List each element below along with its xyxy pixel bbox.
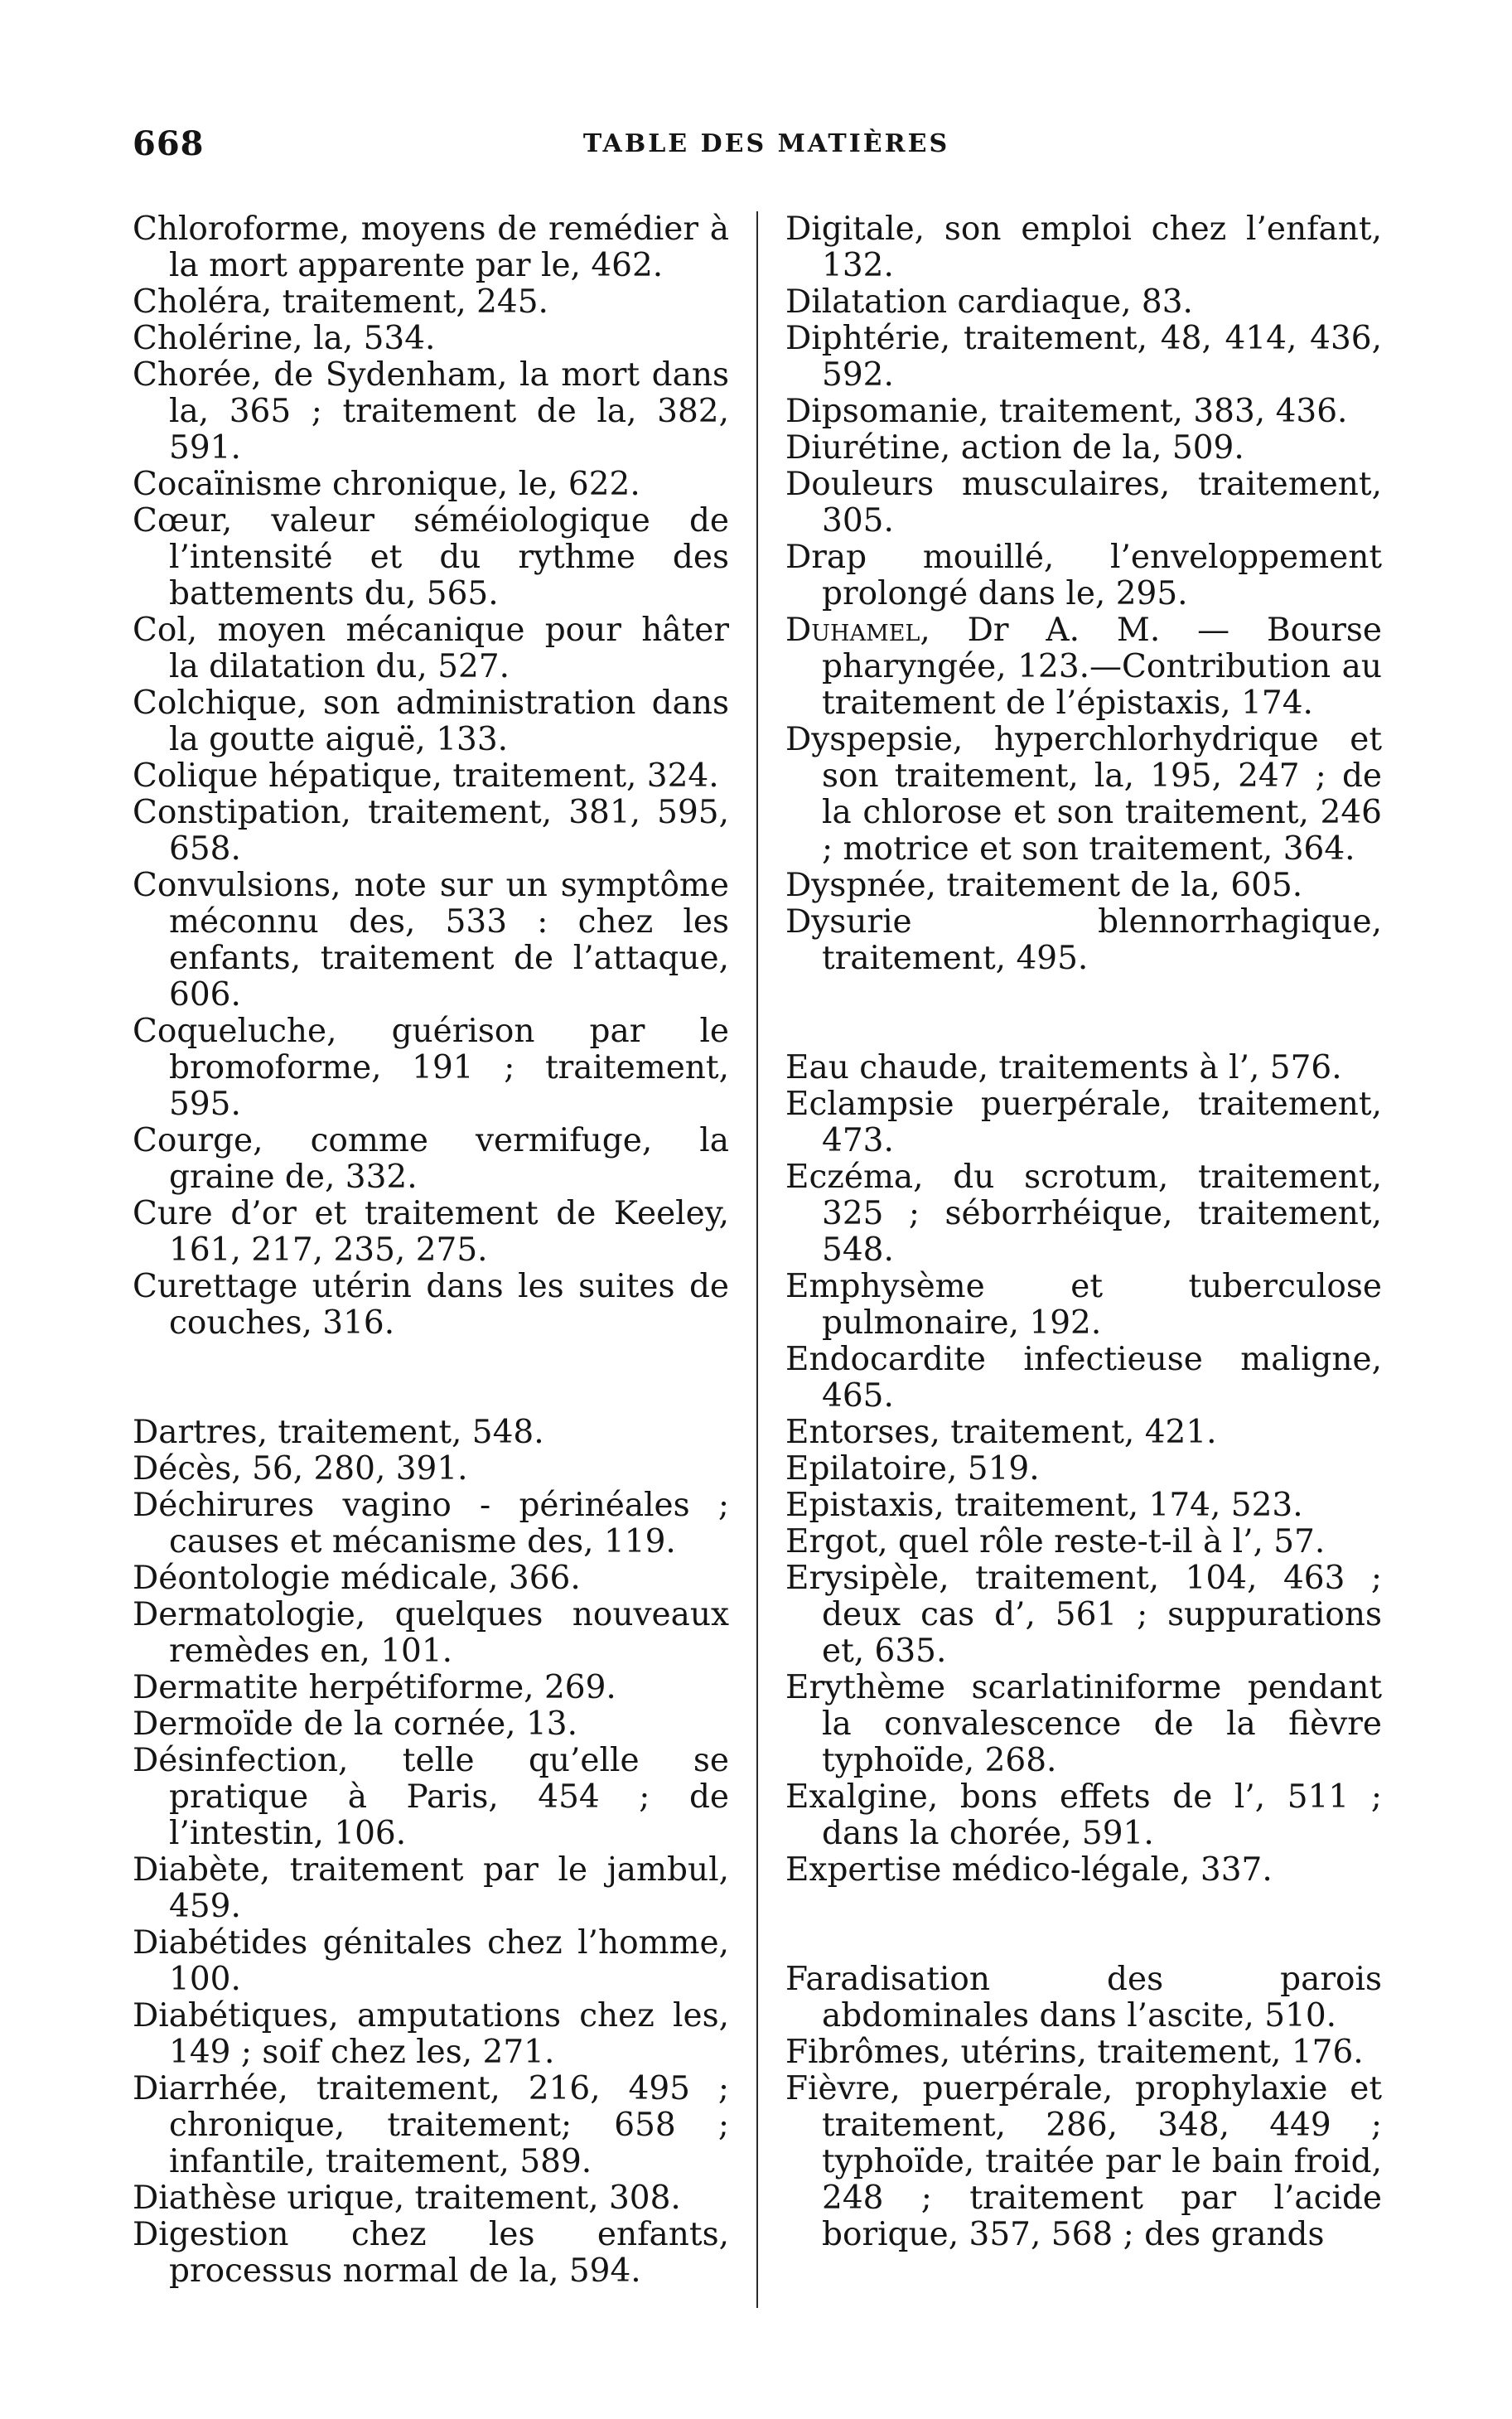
index-entry bbox=[133, 868, 729, 1014]
entry-text: Dipsomanie, traitement, 383, 436. bbox=[785, 393, 1348, 430]
entry-text: Déontologie médicale, 366. bbox=[133, 1560, 581, 1597]
entry-text: Choléra, traitement, 245. bbox=[133, 283, 548, 321]
index-entry bbox=[785, 1342, 1382, 1415]
index-entry bbox=[785, 1415, 1382, 1451]
entry-text: Chloroforme, moyens de remédier à la mort apparente par le, 462. bbox=[133, 210, 729, 284]
section-gap bbox=[133, 1342, 729, 1415]
index-column-right bbox=[785, 211, 1382, 2253]
entry-text: Faradisation des parois abdominales dans l’ascite, 510. bbox=[785, 1961, 1382, 2034]
entry-text: Dermoïde de la cornée, 13. bbox=[133, 1705, 577, 1743]
entry-text: Douleurs musculaires, traitement, 305. bbox=[785, 466, 1382, 539]
section-gap bbox=[785, 977, 1382, 1050]
index-entry bbox=[785, 284, 1382, 321]
entry-text: Dermatite herpétiforme, 269. bbox=[133, 1669, 616, 1706]
index-entry bbox=[785, 1852, 1382, 1889]
entry-text: Colique hépatique, traitement, 324. bbox=[133, 757, 719, 795]
index-entry bbox=[133, 1852, 729, 1925]
entry-text: Constipation, traitement, 381, 595, 658. bbox=[133, 794, 729, 868]
entry-text: Digestion chez les enfants, processus normal de la, 594. bbox=[133, 2216, 729, 2290]
index-entry bbox=[785, 321, 1382, 394]
entry-text: Fièvre, puerpérale, prophylaxie et traitement, 286, 348, 449 ; typhoïde, traitée par le bain froid, 248 ; traitement par l’acide borique, 357, 568 ; des grands bbox=[785, 2070, 1382, 2253]
entry-text: Fibrômes, utérins, traitement, 176. bbox=[785, 2034, 1364, 2071]
entry-text: Emphysème et tuberculose pulmonaire, 192. bbox=[785, 1268, 1382, 1342]
index-entry bbox=[133, 1597, 729, 1670]
page-number: 668 bbox=[133, 124, 205, 163]
entry-text: Dyspepsie, hyperchlorhydrique et son traitement, la, 195, 247 ; de la chlorose et son traitement, 246 ; motrice et son traitement, 364. bbox=[785, 721, 1382, 868]
index-column-left bbox=[133, 211, 729, 2290]
entry-text: Col, moyen mécanique pour hâter la dilatation du, 527. bbox=[133, 612, 729, 685]
index-entry bbox=[133, 1451, 729, 1488]
entry-text: Colchique, son administration dans la goutte aiguë, 133. bbox=[133, 685, 729, 758]
index-entry bbox=[133, 1706, 729, 1743]
entry-text: Eclampsie puerpérale, traitement, 473. bbox=[785, 1086, 1382, 1159]
index-entry bbox=[133, 321, 729, 357]
entry-text: Diphtérie, traitement, 48, 414, 436, 592. bbox=[785, 320, 1382, 394]
section-gap bbox=[785, 1889, 1382, 1962]
entry-text: Curettage utérin dans les suites de couches, 316. bbox=[133, 1268, 729, 1342]
index-entry bbox=[133, 1670, 729, 1706]
index-entry bbox=[785, 211, 1382, 284]
index-entry bbox=[785, 722, 1382, 868]
entry-text: Epilatoire, 519. bbox=[785, 1450, 1040, 1488]
index-entry bbox=[133, 1196, 729, 1269]
index-entry bbox=[785, 1524, 1382, 1560]
entry-text: Diarrhée, traitement, 216, 495 ; chronique, traitement; 658 ; infantile, traitement, 589. bbox=[133, 2070, 729, 2180]
index-entry bbox=[785, 1962, 1382, 2034]
entry-text: Dermatologie, quelques nouveaux remèdes en, 101. bbox=[133, 1596, 729, 1670]
index-entry bbox=[133, 1743, 729, 1852]
entry-text: Courge, comme vermifuge, la graine de, 332. bbox=[133, 1122, 729, 1196]
index-entry bbox=[785, 1779, 1382, 1852]
entry-text: Dysurie blennorrhagique, traitement, 495. bbox=[785, 903, 1382, 977]
index-entry bbox=[785, 1451, 1382, 1488]
entry-text: Chorée, de Sydenham, la mort dans la, 365 ; traitement de la, 382, 591. bbox=[133, 356, 729, 467]
entry-text: Décès, 56, 280, 391. bbox=[133, 1450, 468, 1488]
column-divider bbox=[756, 211, 758, 2308]
entry-text: Cure d’or et traitement de Keeley, 161, 217, 235, 275. bbox=[133, 1195, 729, 1269]
index-entry bbox=[133, 357, 729, 467]
index-entry bbox=[133, 1415, 729, 1451]
page-header bbox=[133, 124, 1400, 174]
entry-text: Dartres, traitement, 548. bbox=[133, 1414, 544, 1451]
index-entry bbox=[785, 2034, 1382, 2071]
entry-text: Digitale, son emploi chez l’enfant, 132. bbox=[785, 210, 1382, 284]
entry-text: Drap mouillé, l’enveloppement prolongé dans le, 295. bbox=[785, 539, 1382, 612]
index-entry bbox=[133, 1560, 729, 1597]
index-entry bbox=[133, 467, 729, 503]
index-entry bbox=[785, 1488, 1382, 1524]
running-title: TABLE DES MATIÈRES bbox=[582, 129, 950, 158]
author-name: Duhamel, bbox=[785, 612, 930, 649]
index-entry bbox=[133, 2180, 729, 2217]
entry-text: Epistaxis, traitement, 174, 523. bbox=[785, 1487, 1303, 1524]
entry-text: Cocaïnisme chronique, le, 622. bbox=[133, 466, 640, 503]
entry-text: Convulsions, note sur un symptôme méconnu des, 533 : chez les enfants, traitement de l’attaque, 606. bbox=[133, 867, 729, 1014]
entry-text: Eau chaude, traitements à l’, 576. bbox=[785, 1049, 1342, 1086]
index-entry bbox=[133, 1925, 729, 1998]
index-entry bbox=[785, 2071, 1382, 2253]
index-entry bbox=[133, 284, 729, 321]
index-entry bbox=[133, 1014, 729, 1123]
entry-text: Désinfection, telle qu’elle se pratique à Paris, 454 ; de l’intestin, 106. bbox=[133, 1742, 729, 1852]
entry-text: Dilatation cardiaque, 83. bbox=[785, 283, 1193, 321]
index-entry bbox=[785, 1086, 1382, 1159]
index-entry bbox=[785, 1050, 1382, 1086]
entry-text: Ergot, quel rôle reste-t-il à l’, 57. bbox=[785, 1523, 1326, 1560]
index-entry bbox=[785, 394, 1382, 430]
index-entry bbox=[785, 904, 1382, 977]
index-entry bbox=[133, 2071, 729, 2180]
index-entry bbox=[133, 211, 729, 284]
index-entry bbox=[133, 2217, 729, 2290]
entry-text: Déchirures vagino - périnéales ; causes et mécanisme des, 119. bbox=[133, 1487, 729, 1560]
entry-text: Diabète, traitement par le jambul, 459. bbox=[133, 1851, 729, 1925]
index-entry bbox=[133, 795, 729, 868]
index-entry bbox=[785, 612, 1382, 722]
entry-text: Entorses, traitement, 421. bbox=[785, 1414, 1217, 1451]
entry-text: Exalgine, bons effets de l’, 511 ; dans la chorée, 591. bbox=[785, 1778, 1382, 1852]
index-entry bbox=[133, 1269, 729, 1342]
entry-text: Diurétine, action de la, 509. bbox=[785, 429, 1244, 467]
entry-text: Coqueluche, guérison par le bromoforme, 191 ; traitement, 595. bbox=[133, 1013, 729, 1123]
entry-text: Diabétiques, amputations chez les, 149 ; soif chez les, 271. bbox=[133, 1997, 729, 2071]
entry-text: Dr A. M. — Bourse pharyngée, 123.—Contribution au traitement de l’épistaxis, 174. bbox=[822, 612, 1382, 722]
index-entry bbox=[133, 1998, 729, 2071]
index-entry bbox=[785, 1159, 1382, 1269]
entry-text: Eczéma, du scrotum, traitement, 325 ; séborrhéique, traitement, 548. bbox=[785, 1159, 1382, 1269]
entry-text: Erysipèle, traitement, 104, 463 ; deux cas d’, 561 ; suppurations et, 635. bbox=[785, 1560, 1382, 1670]
index-entry bbox=[133, 1488, 729, 1560]
entry-text: Expertise médico-légale, 337. bbox=[785, 1851, 1273, 1889]
index-entry bbox=[133, 1123, 729, 1196]
index-entry bbox=[785, 467, 1382, 539]
index-entry bbox=[133, 612, 729, 685]
index-entry bbox=[785, 430, 1382, 467]
entry-text: Diathèse urique, traitement, 308. bbox=[133, 2180, 681, 2217]
entry-text: Dyspnée, traitement de la, 605. bbox=[785, 867, 1303, 904]
entry-text: Cholérine, la, 534. bbox=[133, 320, 436, 357]
index-entry bbox=[785, 539, 1382, 612]
entry-text: Erythème scarlatiniforme pendant la convalescence de la fièvre typhoïde, 268. bbox=[785, 1669, 1382, 1779]
index-entry bbox=[133, 758, 729, 795]
index-entry bbox=[133, 685, 729, 758]
index-entry bbox=[785, 1560, 1382, 1670]
index-entry bbox=[133, 503, 729, 612]
index-entry bbox=[785, 868, 1382, 904]
entry-text: Endocardite infectieuse maligne, 465. bbox=[785, 1341, 1382, 1415]
index-entry bbox=[785, 1269, 1382, 1342]
entry-text: Diabétides génitales chez l’homme, 100. bbox=[133, 1924, 729, 1998]
entry-text: Cœur, valeur séméiologique de l’intensité et du rythme des battements du, 565. bbox=[133, 502, 729, 612]
index-entry bbox=[785, 1670, 1382, 1779]
